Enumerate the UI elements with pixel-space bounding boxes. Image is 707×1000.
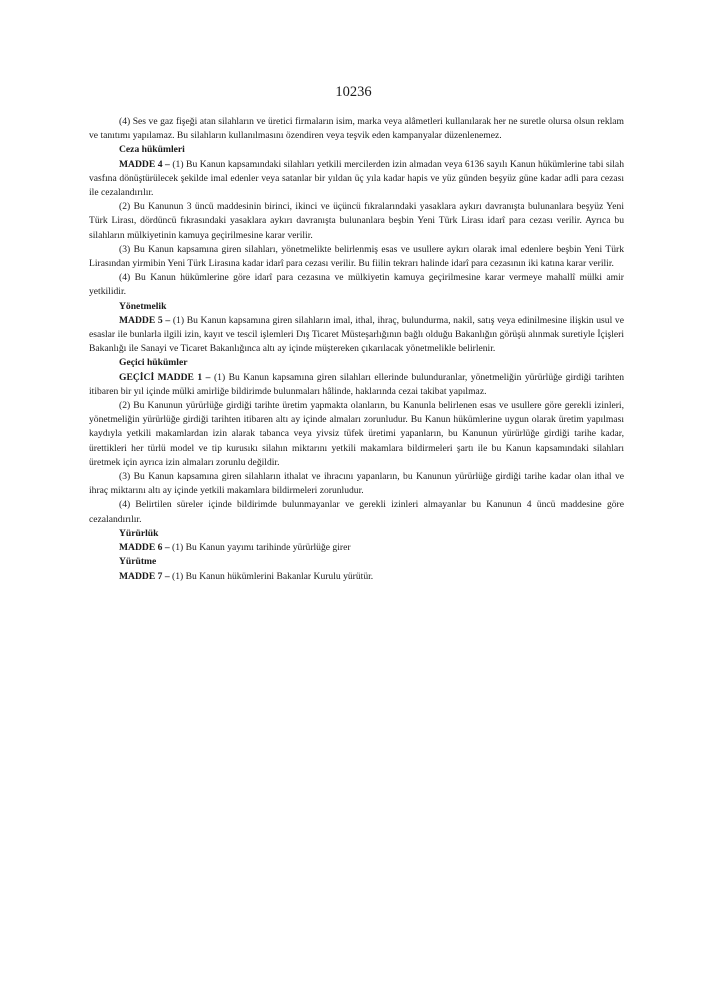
paragraph: (4) Bu Kanun hükümlerine göre idarî para cezasına ve mülkiyetin kamuya geçirilmesine karar vermeye mahallî mülki amir yetkilidir. (89, 272, 624, 298)
article-paragraph (89, 314, 624, 357)
document-body (89, 115, 624, 584)
section-heading: Ceza hükümleri (119, 144, 185, 156)
paragraph: (3) Bu Kanun kapsamına giren silahları, yönetmelikte belirlenmiş esas ve usullere aykırı olarak imal edenlere beşbin Yeni Türk Lirasından yirmibin Yeni Türk Lirasına kadar idarî para cezası verilir. Bu fiilin tekrarı halinde idarî para cezasının iki katına karar verilir. (89, 243, 624, 270)
paragraph: (2) Bu Kanunun 3 üncü maddesinin birinci, ikinci ve üçüncü fıkralarındaki yasaklara aykırı davranışta bulunanlara beşyüz Yeni Türk Lirası, dördüncü fıkrasındaki yasaklara aykırı davranışta bulunanlara beşbin Yeni Türk Lirası idarî para cezası verilir. Ayrıca bu silahların mülkiyetinin kamuya geçirilmesine karar verilir. (89, 201, 624, 241)
paragraph: (3) Bu Kanun kapsamına giren silahların ithalat ve ihracını yapanların, bu Kanunun yürürlüğe girdiği tarihe kadar olan ithal ve ihraç miktarını altı ay içinde yetkili makamlara bildirmeleri zorunludur. (89, 471, 624, 497)
article-paragraph (89, 371, 624, 399)
article-paragraph (89, 570, 624, 584)
section-heading: Yürütme (119, 556, 157, 568)
section-heading: Geçici hükümler (119, 357, 188, 369)
section-heading: Yürürlük (119, 527, 159, 539)
article-label: GEÇİCİ MADDE 1 – (119, 371, 211, 383)
section-heading: Yönetmelik (119, 300, 167, 312)
article-paragraph (89, 541, 624, 555)
article-text: (1) Bu Kanun yayımı tarihinde yürürlüğe girer (169, 542, 351, 554)
paragraph: (2) Bu Kanunun yürürlüğe girdiği tarihte üretim yapmakta olanların, bu Kanunla belirlenen esas ve usullere göre gerekli izinleri, yönetmeliğin yürürlüğe girdiği tarihten itibaren altı ay içinde almaları zorunludur. Bu Kanun hükümlerine uygun olarak üretim yapılması kaydıyla yetkili makamlardan izin alarak tabanca veya yivsiz tüfek üretimi yapanların, bu Kanunun yürürlüğe girdiği tarihe kadar, ürettikleri her türlü model ve tip kurusıkı silahın miktarını yetkili makamlara bildirmeleri şartı ile bu Kanun kapsamındaki silahları üretmek için ayrıca izin almaları zorunlu değildir. (89, 400, 624, 468)
article-text: (1) Bu Kanun kapsamına giren silahların imal, ithal, ihraç, bulundurma, nakil, satış veya edinilmesine ilişkin usul ve esaslar ile bunlarla ilgili izin, kayıt ve tescil işlemleri Dış Ticaret Müsteşarlığının bağlı olduğu Bakanlığın görüşü alınmak suretiyle İçişleri Bakanlığı ile Sanayi ve Ticaret Bakanlığınca altı ay içinde müştereken çıkarılacak yönetmelikle belirlenir. (89, 314, 624, 355)
page-number: 10236 (335, 84, 372, 100)
article-label: MADDE 5 – (119, 314, 171, 326)
article-label: MADDE 4 – (119, 158, 170, 170)
article-text: (1) Bu Kanun kapsamına giren silahları ellerinde bulunduranlar, yönetmeliğin yürürlüğe girdiği tarihten itibaren bir yıl içinde mülki amirliğe bildirimde bulunmaları hâlinde, haklarında cezai takibat yapılmaz. (89, 371, 625, 397)
article-label: MADDE 6 – (119, 542, 170, 554)
article-label: MADDE 7 – (119, 570, 170, 582)
article-text: (1) Bu Kanun hükümlerini Bakanlar Kurulu yürütür. (169, 570, 374, 582)
paragraph: (4) Ses ve gaz fişeği atan silahların ve üretici firmaların isim, marka veya alâmetleri kullanılarak her ne suretle olursa olsun reklam ve tanıtımı yapılamaz. Bu silahların kullanılmasını özendiren veya teşvik eden kampanyalar düzenlenemez. (89, 116, 624, 142)
paragraph: (4) Belirtilen süreler içinde bildirimde bulunmayanlar ve gerekli izinleri almayanlar bu Kanunun 4 üncü maddesine göre cezalandırılır. (89, 499, 624, 525)
article-text: (1) Bu Kanun kapsamındaki silahları yetkili mercilerden izin almadan veya 6136 sayılı Kanun hükümlerine tabi silah vasfına dönüştürülecek şekilde imal edenler veya satanlar bir yıldan üç yıla kadar hapis ve yüz günden beşyüz güne kadar adli para cezası ile cezalandırılır. (89, 158, 624, 199)
article-paragraph (89, 158, 624, 201)
